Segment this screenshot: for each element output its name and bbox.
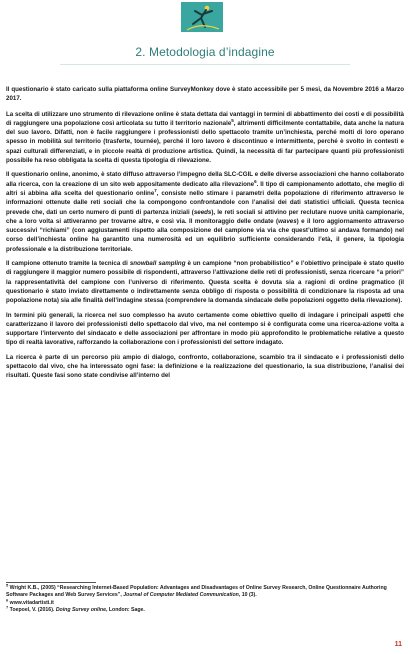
paragraph-survey-platform: Il questionario è stato caricato sulla piattaforma online SurveyMonkey dove è stato accessibile per 5 mesi, da Novembre 2016 a Marzo 2017. <box>6 86 404 103</box>
paragraph-objectives: In termini più generali, la ricerca nel suo complesso ha avuto certamente come obiettivo quello di indagare i principali aspetti che caratterizzano il lavoro dei professionisti dello spettacolo dal vivo, ma nel contempo si è configurata come una ricerca-azione volta a supportare l’intervento del sindacato e delle associazioni per affrontare in modo più approfondito le problematiche relative a questo tipo di realtà lavorative, rafforzando la collaborazione con i professionisti del settore indagato. <box>6 311 404 347</box>
section-title: 2. Metodologia d’indagine <box>135 45 275 59</box>
dancer-logo-icon <box>181 2 223 32</box>
footnote-6[interactable]: $^6$ www.vitadartisti.it <box>6 597 54 606</box>
footnote-5: $^5$ Wright K.B., (2005) “Researching Internet-Based Population: Advantages and Disadvantages of Online Survey Research, Online Questionnaire Authoring Software Packages and Web Survey Services”, Journal of Computer Mediated Communication, 10 (3). <box>6 582 387 599</box>
heading-divider <box>60 64 350 65</box>
paragraph-sample: Il campione ottenuto tramite la tecnica di snowball sampling è un campione “non probabilistico” e l’obiettivo principale è stato quello di raggiungere il maggior numero possibile di rispondenti, attraverso l’attivazione delle reti di professionisti, senza ricercare “a priori” la rappresentatività del campione con l’universo di riferimento. Questa scelta è dovuta sia a ragioni di ordine pragmatico (il questionario è stato inviato direttamente o indirettamente senza obbligo di risposta o possibilità di condizionare la risposta ad una popolazione nota) sia alle finalità dell’indagine stessa (comprendere la domanda sindacale delle popolazioni oggetto della rilevazione). <box>6 260 404 305</box>
paragraph-online-choice: La scelta di utilizzare uno strumento di rilevazione online è stata dettata dai vantaggi in termini di abbattimento dei costi e di possibilità di raggiungere una popolazione così articolata su tutto il territorio nazionale$^5$, altrimenti difficilmente contattabile, data anche la natura del suo lavoro. Difatti, non è facile raggiungere i professionisti dello spettacolo tramite un’inchiesta, perché molti di loro operano spesso in mobilità sul territorio (trasferte, tournée), perché il loro lavoro è discontinuo e intermittente, perché è svolto in contesti e spazi culturali differenziati, e in piccole realtà di produzione artistica. Quindi, la necessità di far partecipare quanti più professionisti possibile ha reso obbligata la scelta di questa tipologia di rilevazione. <box>6 110 404 165</box>
website-link[interactable]: www.vitadartisti.it <box>8 599 54 606</box>
body-text <box>6 85 404 386</box>
page-number: 11 <box>394 641 402 648</box>
paragraph-research-path: La ricerca è parte di un percorso più ampio di dialogo, confronto, collaborazione, scambio tra il sindacato e i professionisti dello spettacolo dal vivo, che ha interessato ogni fase: la definizione e la realizzazione del questionario, la sua distribuzione, l’analisi dei risultati. Queste fasi sono state condivise all’interno del <box>6 353 404 380</box>
footnotes <box>6 582 404 615</box>
paragraph-diffusion: Il questionario online, anonimo, è stato diffuso attraverso l’impegno della SLC-CGIL e delle diverse associazioni che hanno collaborato alla ricerca, con la creazione di un sito web appositamente dedicato alla rilevazione$^6$. Il tipo di campionamento adottato, che meglio di altri si abbina alla scelta del questionario online$^7$, consiste nello stimare i parametri della popolazione di riferimento attraverso le informazioni ottenute dalle reti sociali che la compongono confrontandole con l’analisi dei dati statistici ufficiali. Questa tecnica prevede che, dati un certo numero di punti di partenza iniziali (seeds), le reti sociali si attivino per reclutare nuove unità campionarie, che a loro volta si attiveranno per trovarne altre, e così via. Il monitoraggio delle ondate (waves) e il loro aggiornamento attraverso successivi “richiami” (con aggiustamenti rispetto alla composizione del campione via via che quest’ultimo si andava formando) nel corso dell’inchiesta online ha garantito una numerosità ed un equilibrio sufficiente considerando l’età, il genere, la tipologia professionale e la distribuzione territoriale. <box>6 171 404 253</box>
footnote-7: $^7$ Toepoel, V. (2016). Doing Survey online, London: Sage. <box>6 604 145 614</box>
footnote-divider <box>6 582 96 583</box>
